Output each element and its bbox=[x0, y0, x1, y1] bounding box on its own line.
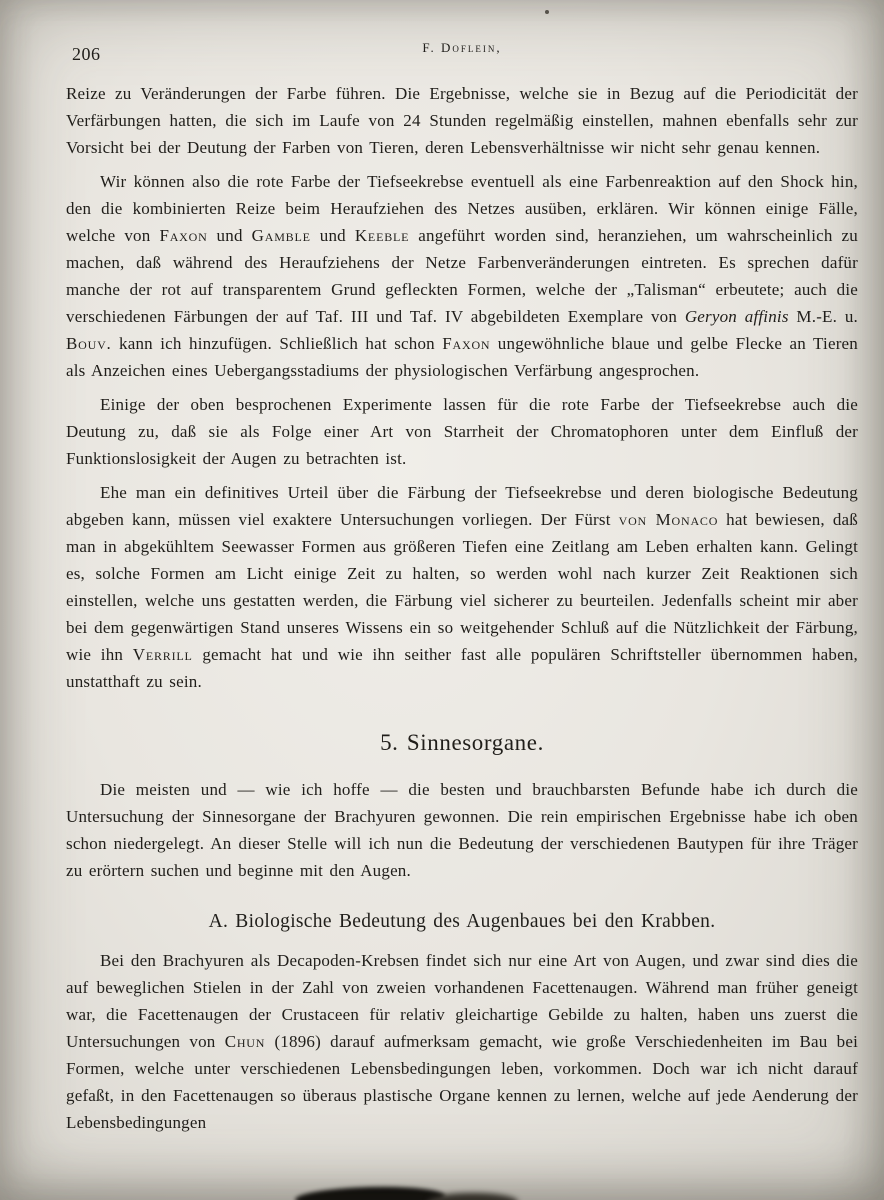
text-segment: kann ich hinzufügen. Schließlich hat schon bbox=[111, 334, 443, 353]
text-segment: Einige der oben besprochenen Experimente lassen für die rote Farbe der Tiefseekrebse auch die Deutung zu, daß sie als Folge einer Art von Starrheit der Chromatophoren unter dem Einfluß der Funktionslosigkeit der Augen zu betrachten ist. bbox=[66, 395, 858, 468]
small-caps-name: Verrill bbox=[132, 645, 193, 664]
text-segment: und bbox=[207, 226, 252, 245]
text-segment: und bbox=[310, 226, 355, 245]
text-block bbox=[66, 80, 858, 1143]
small-caps-name: Chun bbox=[224, 1032, 266, 1051]
running-header: F. Doflein, bbox=[422, 40, 502, 55]
text-segment: Reize zu Veränderungen der Farbe führen. Die Ergebnisse, welche sie in Bezug auf die Periodicität der Verfärbungen hatten, die sich im Laufe von 24 Stunden regelmäßig einstellen, mahnen ebenfalls sehr zur Vorsicht bei der Deutung der Farben von Tieren, deren Lebensverhältnisse wir nicht sehr genau kennen. bbox=[66, 84, 858, 157]
small-caps-name: von Monaco bbox=[618, 510, 719, 529]
small-caps-name: Keeble bbox=[354, 226, 410, 245]
text-segment: hat bewiesen, daß man in abgekühltem Seewasser Formen aus größeren Tiefen eine Zeitlang am Leben erhalten kann. Gelingt es, solche Formen am Licht einige Zeit zu halten, so werden wohl nach kurzer Zeit Reaktionen sich einstellen, welche uns gestatten werden, die Färbung viel sicherer zu beurteilen. Jedenfalls scheint mir aber bei dem gegenwärtigen Stand unseres Wissens ein so weitgehender Schluß auf die Nützlichkeit der Färbung, wie ihn bbox=[66, 510, 858, 664]
scan-smudge bbox=[295, 1185, 446, 1200]
small-caps-name: Bouv. bbox=[66, 334, 112, 353]
paragraph bbox=[66, 776, 858, 884]
paragraph bbox=[66, 479, 858, 695]
small-caps-name: Faxon bbox=[159, 226, 208, 245]
text-segment: M.-E. u. bbox=[788, 307, 858, 326]
paragraph bbox=[66, 391, 858, 472]
paragraph bbox=[66, 168, 858, 384]
paragraph bbox=[66, 80, 858, 161]
text-segment: (1896) darauf aufmerksam gemacht, wie große Verschiedenheiten im Bau bei Formen, welche unter verschiedenen Lebensbedingungen leben, vorkommen. Doch war ich nicht darauf gefaßt, in den Facettenaugen so überaus plastische Organe kennen zu lernen, welche auf jede Aenderung der Lebensbedingungen bbox=[66, 1032, 859, 1132]
subsection-heading: A. Biologische Bedeutung des Augenbaues bei den Krabben. bbox=[208, 911, 716, 932]
small-caps-name: Gamble bbox=[251, 226, 311, 245]
text-segment: ungewöhnliche blaue und gelbe Flecke an Tieren als Anzeichen eines Uebergangsstadiums der physiologischen Verfärbung angesprochen. bbox=[66, 334, 858, 380]
text-segment: Bei den Brachyuren als Decapoden-Krebsen findet sich nur eine Art von Augen, und zwar sind dies die auf beweglichen Stielen in der Zahl von zweien vorhandenen Facettenaugen. Während man früher geneigt war, die Facettenaugen der Crustaceen für relativ gleichartige Gebilde zu halten, haben uns zuerst die Untersuchungen von bbox=[66, 951, 858, 1051]
section-heading: 5. Sinnesorgane. bbox=[380, 730, 544, 755]
paragraph bbox=[66, 947, 858, 1136]
scan-speck bbox=[545, 10, 549, 14]
text-segment: Wir können also die rote Farbe der Tiefseekrebse eventuell als eine Farbenreaktion auf den Shock hin, den die kombinierten Reize beim Heraufziehen des Netzes ausüben, erklären. Wir können einige Fälle, welche von bbox=[66, 172, 858, 245]
text-segment: angeführt worden sind, heranziehen, um wahrscheinlich zu machen, daß während des Heraufziehens der Netze Farbenveränderungen eintreten. Es sprechen dafür manche der rot auf transparentem Grund gefleckten Formen, welche der „Talisman“ erbeutete; auch die verschiedenen Färbungen der auf Taf. III und Taf. IV abgebildeten Exemplare von bbox=[66, 226, 859, 326]
text-segment: Die meisten und — wie ich hoffe — die besten und brauchbarsten Befunde habe ich durch die Untersuchung der Sinnesorgane der Brachyuren gewonnen. Die rein empirischen Ergebnisse habe ich oben schon niedergelegt. An dieser Stelle will ich nun die Bedeutung der verschiedenen Bautypen für ihre Träger zu erörtern suchen und beginne mit den Augen. bbox=[66, 780, 858, 880]
text-segment: Ehe man ein definitives Urteil über die Färbung der Tiefseekrebse und deren biologische Bedeutung abgeben kann, müssen viel exaktere Untersuchungen vorliegen. Der Fürst bbox=[66, 483, 858, 529]
page-number: 206 bbox=[72, 44, 101, 64]
text-segment: gemacht hat und wie ihn seither fast alle populären Schriftsteller übernommen haben, unstatthaft zu sein. bbox=[66, 645, 858, 691]
italic-species-name: Geryon affinis bbox=[684, 307, 789, 326]
small-caps-name: Faxon bbox=[442, 334, 491, 353]
